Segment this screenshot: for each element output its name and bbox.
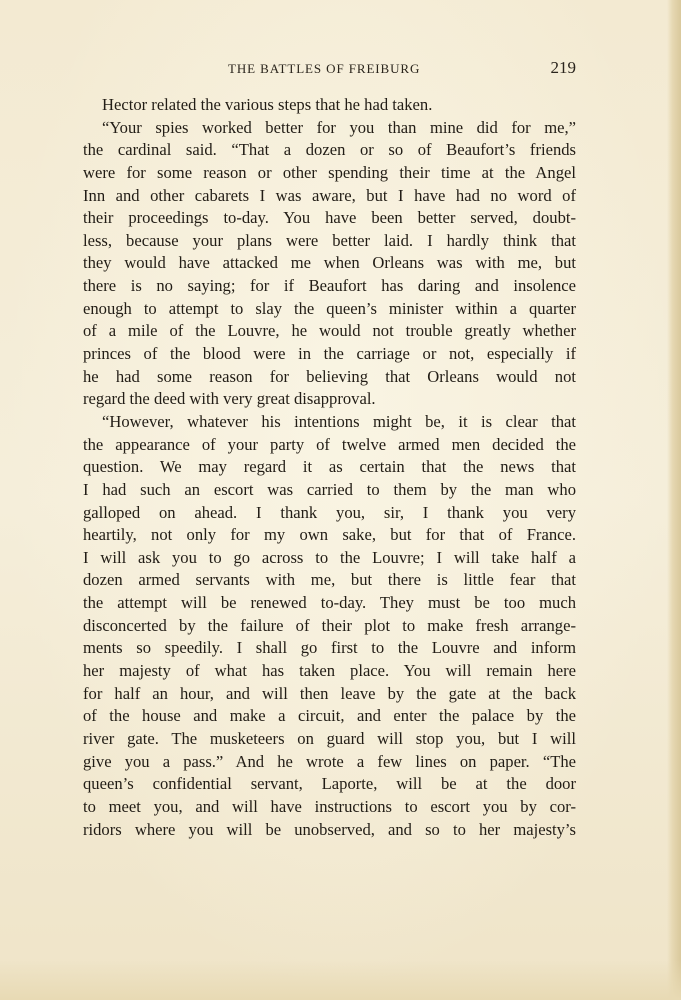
text-line: give you a pass.” And he wrote a few lines on paper. “The — [83, 751, 576, 771]
page-number: 219 — [550, 58, 576, 77]
text-line: Inn and other cabarets I was aware, but I have had no word of — [83, 185, 576, 205]
text-line: question. We may regard it as certain that the news that — [83, 457, 576, 477]
body-text — [83, 94, 576, 841]
page-bottom-shading — [0, 960, 681, 1000]
text-line: he had some reason for believing that Orleans would not — [83, 366, 576, 386]
text-line: her majesty of what has taken place. You will remain here — [83, 661, 576, 681]
text-line: “Your spies worked better for you than mine did for me,” — [102, 117, 576, 137]
page-edge-shadow — [667, 0, 681, 1000]
text-line: to meet you, and will have instructions to escort you by cor- — [83, 796, 576, 816]
text-line: river gate. The musketeers on guard will stop you, but I will — [83, 728, 576, 748]
text-line: I will ask you to go across to the Louvre; I will take half a — [83, 547, 576, 567]
text-line: princes of the blood were in the carriage or not, especially if — [83, 344, 576, 364]
text-line: Hector related the various steps that he had taken. — [102, 95, 433, 114]
text-line: there is no saying; for if Beaufort has daring and insolence — [83, 276, 576, 296]
text-line: I had such an escort was carried to them by the man who — [83, 479, 576, 499]
text-line: for half an hour, and will then leave by the gate at the back — [83, 683, 576, 703]
text-line: less, because your plans were better laid. I hardly think that — [83, 230, 576, 250]
text-line: of a mile of the Louvre, he would not trouble greatly whether — [83, 321, 576, 341]
text-line: regard the deed with very great disapproval. — [83, 389, 376, 409]
text-line: ridors where you will be unobserved, and so to her majesty’s — [83, 819, 576, 839]
text-line: the cardinal said. “That a dozen or so of Beaufort’s friends — [83, 140, 576, 160]
text-line: heartily, not only for my own sake, but for that of France. — [83, 525, 576, 545]
text-line: enough to attempt to slay the queen’s minister within a quarter — [83, 298, 576, 318]
text-line: were for some reason or other spending their time at the Angel — [83, 162, 576, 182]
text-line: galloped on ahead. I thank you, sir, I thank you very — [83, 502, 576, 522]
text-line: ments so speedily. I shall go first to the Louvre and inform — [83, 638, 576, 658]
text-line: the attempt will be renewed to-day. They must be too much — [83, 593, 576, 613]
text-line: disconcerted by the failure of their plot to make fresh arrange- — [83, 615, 576, 635]
running-title: THE BATTLES OF FREIBURG — [228, 61, 421, 76]
text-line: of the house and make a circuit, and enter the palace by the — [83, 706, 576, 726]
text-line: “However, whatever his intentions might be, it is clear that — [102, 411, 576, 431]
text-line: dozen armed servants with me, but there is little fear that — [83, 570, 576, 590]
text-line: their proceedings to-day. You have been better served, doubt- — [83, 208, 576, 228]
text-line: the appearance of your party of twelve armed men decided the — [83, 434, 576, 454]
running-head — [104, 58, 576, 82]
text-line: queen’s confidential servant, Laporte, will be at the door — [83, 774, 576, 794]
text-line: they would have attacked me when Orleans was with me, but — [83, 253, 576, 273]
